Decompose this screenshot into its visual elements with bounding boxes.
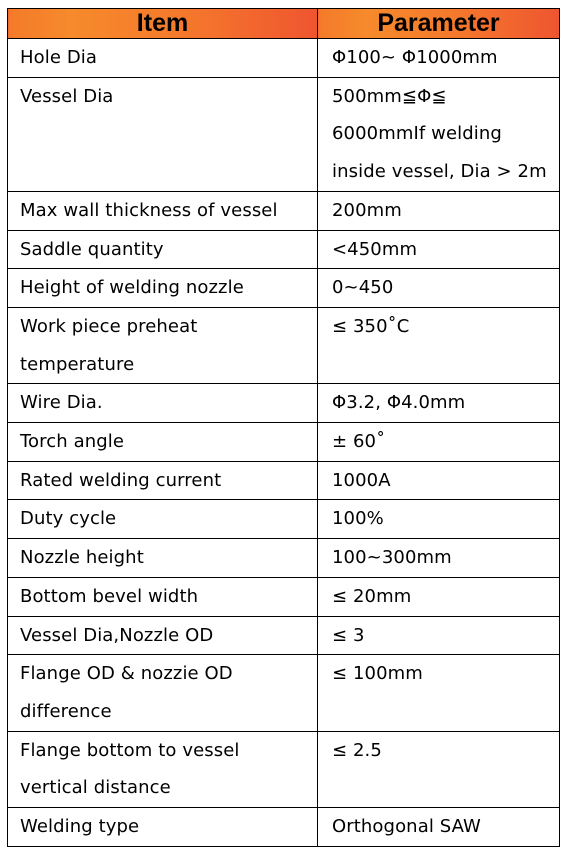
header-parameter: Parameter [318, 9, 560, 39]
row-parameter: Orthogonal SAW [318, 808, 560, 847]
table-row [8, 461, 560, 500]
table-row [8, 731, 560, 807]
header-item: Item [8, 9, 318, 39]
row-item: Flange bottom to vessel vertical distance [8, 731, 318, 807]
table-row [8, 808, 560, 847]
row-item: Vessel Dia [8, 77, 318, 191]
row-item: Max wall thickness of vessel [8, 191, 318, 230]
table-row [8, 191, 560, 230]
row-item: Height of welding nozzle [8, 269, 318, 308]
row-item: Rated welding current [8, 461, 318, 500]
row-item: Torch angle [8, 423, 318, 462]
row-parameter: 500mm≦Φ≦ 6000mmIf welding inside vessel, Dia > 2m [318, 77, 560, 191]
row-parameter: Φ3.2, Φ4.0mm [318, 384, 560, 423]
row-parameter: Φ100~ Φ1000mm [318, 39, 560, 78]
row-item: Hole Dia [8, 39, 318, 78]
table-row [8, 616, 560, 655]
row-parameter: 200mm [318, 191, 560, 230]
row-parameter: ≤ 350˚C [318, 307, 560, 383]
row-item: Saddle quantity [8, 230, 318, 269]
table-row [8, 269, 560, 308]
row-parameter: 1000A [318, 461, 560, 500]
row-item: Vessel Dia,Nozzle OD [8, 616, 318, 655]
spec-table [7, 8, 560, 847]
header-row [8, 9, 560, 39]
table-row [8, 77, 560, 191]
row-parameter: ≤ 20mm [318, 577, 560, 616]
table-row [8, 384, 560, 423]
row-item: Welding type [8, 808, 318, 847]
row-item: Nozzle height [8, 539, 318, 578]
row-item: Duty cycle [8, 500, 318, 539]
row-parameter: ≤ 2.5 [318, 731, 560, 807]
row-parameter: 0~450 [318, 269, 560, 308]
table-row [8, 577, 560, 616]
row-parameter: 100% [318, 500, 560, 539]
table-row [8, 307, 560, 383]
row-item: Work piece preheat temperature [8, 307, 318, 383]
row-parameter: 100~300mm [318, 539, 560, 578]
row-parameter: <450mm [318, 230, 560, 269]
table-row [8, 230, 560, 269]
table-row [8, 655, 560, 731]
row-item: Wire Dia. [8, 384, 318, 423]
row-item: Bottom bevel width [8, 577, 318, 616]
row-parameter: ≤ 100mm [318, 655, 560, 731]
table-row [8, 423, 560, 462]
row-item: Flange OD & nozzie OD difference [8, 655, 318, 731]
table-row [8, 539, 560, 578]
table-row [8, 500, 560, 539]
table-row [8, 39, 560, 78]
row-parameter: ± 60˚ [318, 423, 560, 462]
row-parameter: ≤ 3 [318, 616, 560, 655]
